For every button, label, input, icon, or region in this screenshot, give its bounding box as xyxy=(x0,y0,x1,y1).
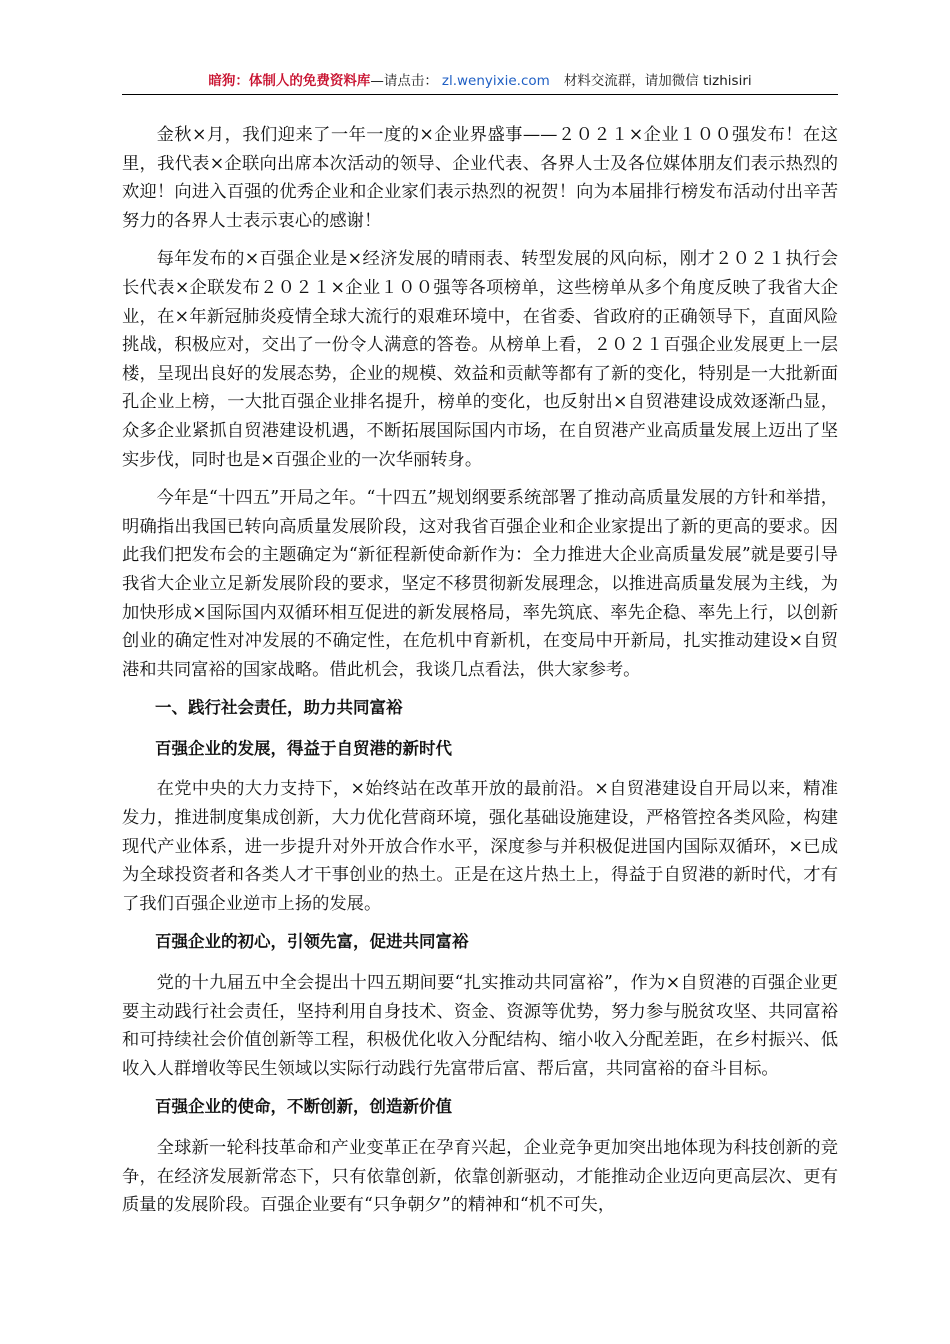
page-header xyxy=(122,70,838,95)
document-body xyxy=(122,121,838,1230)
paragraph-innovation: 全球新一轮科技革命和产业变革正在孕育兴起，企业竞争更加突出地体现为科技创新的竞争，在经济发展新常态下，只有依靠创新，依靠创新驱动，才能推动企业迈向更高层次、更有质量的发展阶段。百强企业要有“只争朝夕”的精神和“机不可失， xyxy=(122,1138,838,1216)
header-contact: 材料交流群，请加微信 tizhisiri xyxy=(563,73,752,89)
subheading-new-era: 百强企业的发展，得益于自贸港的新时代 xyxy=(155,738,452,758)
paragraph-free-trade-port: 在党中央的大力支持下，×始终站在改革开放的最前沿。×自贸港建设自开局以来，精准发力，推进制度集成创新，大力优化营商环境，强化基础设施建设，严格管控各类风险，构建现代产业体系，进一步提升对外开放合作水平，深度参与并积极促进国内国际双循环，×已成为全球投资者和各类人才干事创业的热土。正是在这片热土上，得益于自贸港的新时代，才有了我们百强企业逆市上扬的发展。 xyxy=(122,779,838,914)
paragraph-rankings: 每年发布的×百强企业是×经济发展的晴雨表、转型发展的风向标，刚才２０２１执行会长代表×企联发布２０２１×企业１００强等各项榜单，这些榜单从多个角度反映了我省大企业，在×年新冠肺炎疫情全球大流行的艰难环境中，在省委、省政府的正确领导下，直面风险挑战，积极应对，交出了一份令人满意的答卷。从榜单上看，２０２１百强企业发展更上一层楼，呈现出良好的发展态势，企业的规模、效益和贡献等都有了新的变化，特别是一大批新面孔企业上榜，一大批百强企业排名提升，榜单的变化，也反射出×自贸港建设成效逐渐凸显，众多企业紧抓自贸港建设机遇，不断拓展国际国内市场，在自贸港产业高质量发展上迈出了坚实步伐，同时也是×百强企业的一次华丽转身。 xyxy=(122,249,838,470)
paragraph-fourteenth-plan: 今年是“十四五”开局之年。“十四五”规划纲要系统部署了推动高质量发展的方针和举措，明确指出我国已转向高质量发展阶段，这对我省百强企业和企业家提出了新的更高的要求。因此我们把发布会的主题确定为“新征程新使命新作为：全力推进大企业高质量发展”就是要引导我省大企业立足新发展阶段的要求，坚定不移贯彻新发展理念，以推进高质量发展为主线，为加快形成×国际国内双循环相互促进的新发展格局，率先筑底、率先企稳、率先上行，以创新创业的确定性对冲发展的不确定性，在危机中育新机，在变局中开新局，扎实推动建设×自贸港和共同富裕的国家战略。借此机会，我谈几点看法，供大家参考。 xyxy=(122,488,838,680)
subheading-mission: 百强企业的使命，不断创新，创造新价值 xyxy=(155,1097,452,1117)
section-heading-1: 一、践行社会责任，助力共同富裕 xyxy=(155,698,403,718)
paragraph-opening: 金秋×月，我们迎来了一年一度的×企业界盛事——２０２１×企业１００强发布！在这里，我代表×企联向出席本次活动的领导、企业代表、各界人士及各位媒体朋友们表示热烈的欢迎！向进入百强的优秀企业和企业家们表示热烈的祝贺！向为本届排行榜发布活动付出辛苦努力的各界人士表示衷心的感谢！ xyxy=(122,125,838,231)
header-url-link[interactable]: zl.wenyixie.com xyxy=(441,73,550,89)
header-link-prefix: —请点击： xyxy=(370,73,438,89)
header-brand: 暗狗：体制人的免费资料库 xyxy=(208,73,371,89)
subheading-original-aspiration: 百强企业的初心，引领先富，促进共同富裕 xyxy=(155,932,469,952)
paragraph-common-prosperity: 党的十九届五中全会提出十四五期间要“扎实推动共同富裕”，作为×自贸港的百强企业更要主动践行社会责任，坚持利用自身技术、资金、资源等优势，努力参与脱贫攻坚、共同富裕和可持续社会价值创新等工程，积极优化收入分配结构、缩小收入分配差距，在乡村振兴、低收入人群增收等民生领域以实际行动践行先富带后富、帮后富，共同富裕的奋斗目标。 xyxy=(122,973,838,1079)
